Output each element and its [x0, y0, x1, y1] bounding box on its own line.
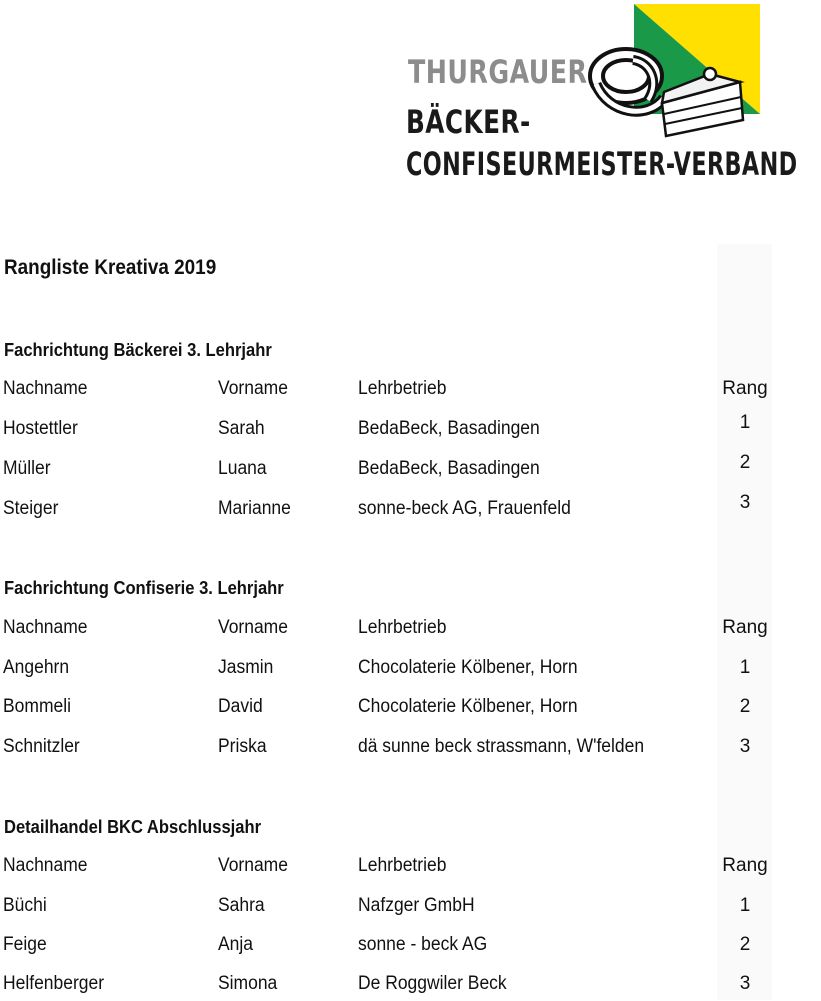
association-logo	[403, 2, 821, 190]
table-row	[0, 696, 821, 724]
column-header-rank: Rang	[722, 855, 768, 876]
rank: 1	[739, 412, 751, 433]
logo-text-verband: CONFISEURMEISTER-VERBAND	[406, 145, 798, 183]
logo-text-thurgauer: THURGAUER	[408, 53, 588, 91]
first-name: Priska	[218, 736, 267, 757]
first-name: Sarah	[218, 418, 265, 439]
table-row	[0, 973, 821, 1001]
company: sonne-beck AG, Frauenfeld	[358, 498, 571, 519]
column-header-last-name: Nachname	[3, 378, 88, 399]
rank: 1	[739, 895, 751, 916]
table-row	[0, 412, 821, 446]
column-header-company: Lehrbetrieb	[358, 617, 447, 638]
last-name: Schnitzler	[3, 736, 80, 757]
table-header-row	[0, 378, 821, 406]
table-row	[0, 934, 821, 962]
company: sonne - beck AG	[358, 934, 488, 955]
table-row	[0, 736, 821, 764]
last-name: Angehrn	[3, 657, 70, 678]
company: dä sunne beck strassmann, W'felden	[358, 736, 645, 757]
last-name: Hostettler	[3, 418, 78, 439]
rank: 3	[739, 736, 751, 757]
column-header-company: Lehrbetrieb	[358, 378, 447, 399]
page-title: Rangliste Kreativa 2019	[4, 256, 217, 279]
last-name: Helfenberger	[3, 973, 105, 994]
section-title: Detailhandel BKC Abschlussjahr	[4, 817, 262, 837]
column-header-first-name: Vorname	[218, 855, 288, 876]
logo-text-baecker: BÄCKER-	[406, 103, 531, 141]
first-name: Anja	[218, 934, 253, 955]
table-header-row	[0, 617, 821, 645]
rank: 3	[739, 973, 751, 994]
section-title: Fachrichtung Confiserie 3. Lehrjahr	[4, 578, 284, 598]
last-name: Müller	[3, 458, 51, 479]
company: Nafzger GmbH	[358, 895, 475, 916]
last-name: Feige	[3, 934, 47, 955]
company: Chocolaterie Kölbener, Horn	[358, 696, 578, 717]
table-row	[0, 657, 821, 685]
table-row	[0, 492, 821, 526]
column-header-rank: Rang	[722, 378, 768, 399]
column-header-rank: Rang	[722, 617, 768, 638]
table-row	[0, 895, 821, 923]
rank: 3	[739, 492, 751, 513]
last-name: Bommeli	[3, 696, 71, 717]
first-name: Sahra	[218, 895, 265, 916]
first-name: Simona	[218, 973, 278, 994]
company: De Roggwiler Beck	[358, 973, 507, 994]
company: Chocolaterie Kölbener, Horn	[358, 657, 578, 678]
company: BedaBeck, Basadingen	[358, 458, 540, 479]
rank: 1	[739, 657, 751, 678]
first-name: Jasmin	[218, 657, 274, 678]
rank: 2	[739, 452, 751, 473]
rank: 2	[739, 696, 751, 717]
column-header-first-name: Vorname	[218, 378, 288, 399]
section-title: Fachrichtung Bäckerei 3. Lehrjahr	[4, 340, 272, 360]
table-row	[0, 452, 821, 486]
table-header-row	[0, 855, 821, 883]
first-name: David	[218, 696, 263, 717]
pretzel-cake-logo-icon	[578, 2, 768, 142]
column-header-first-name: Vorname	[218, 617, 288, 638]
first-name: Marianne	[218, 498, 291, 519]
first-name: Luana	[218, 458, 267, 479]
column-header-last-name: Nachname	[3, 855, 88, 876]
column-header-last-name: Nachname	[3, 617, 88, 638]
last-name: Büchi	[3, 895, 47, 916]
rank: 2	[739, 934, 751, 955]
company: BedaBeck, Basadingen	[358, 418, 540, 439]
column-header-company: Lehrbetrieb	[358, 855, 447, 876]
last-name: Steiger	[3, 498, 59, 519]
